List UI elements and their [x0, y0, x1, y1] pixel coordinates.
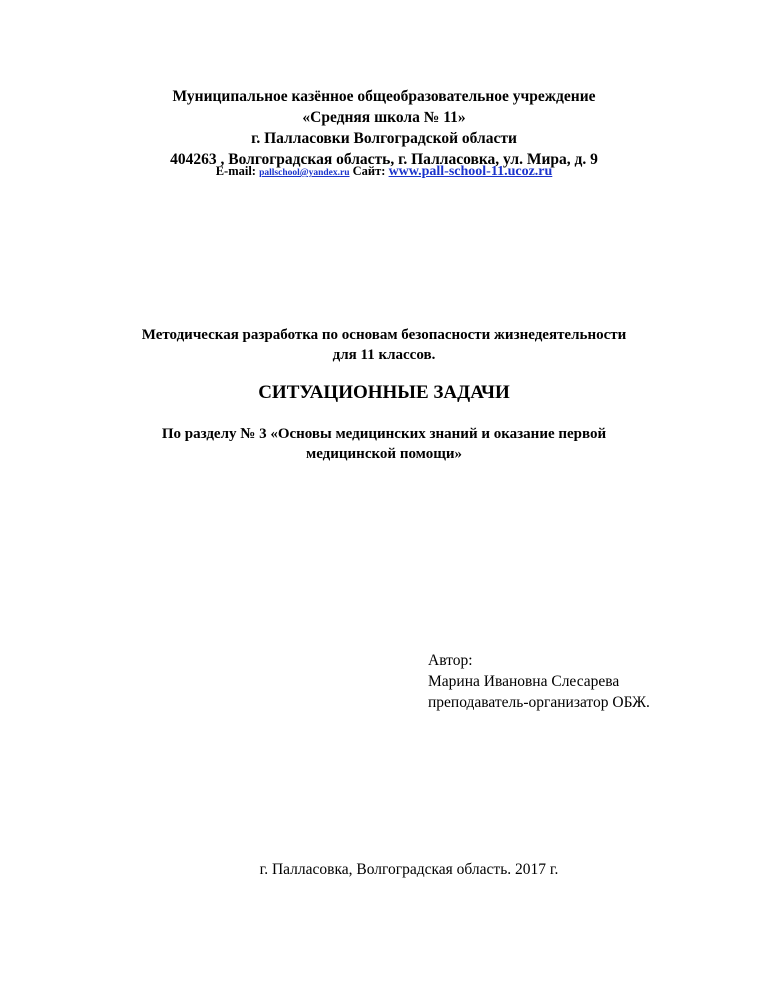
author-label: Автор: — [428, 652, 473, 669]
document-title: СИТУАЦИОННЫЕ ЗАДАЧИ — [258, 382, 510, 403]
section-line-1: По разделу № 3 «Основы медицинских знаний и оказание первой — [161, 426, 607, 442]
site-label: Сайт: — [349, 164, 389, 178]
site-link[interactable]: www.pall-school-11.ucoz.ru — [388, 164, 553, 179]
author-position: преподаватель-организатор ОБЖ. — [428, 694, 650, 711]
school-name: «Средняя школа № 11» — [302, 109, 466, 126]
email-link[interactable]: pallschool@yandex.ru — [259, 168, 350, 178]
school-address: 404263 , Волгоградская область, г. Палласовка, ул. Мира, д. 9 — [170, 151, 598, 168]
email-label: E-mail: — [215, 164, 260, 178]
section-line-2: медицинской помощи» — [305, 446, 462, 462]
author-name: Марина Ивановна Слесарева — [428, 673, 620, 690]
place-and-year: г. Палласовка, Волгоградская область. 2017 г. — [259, 861, 559, 878]
method-line-2: для 11 классов. — [332, 347, 436, 363]
section-heading — [0, 424, 768, 464]
school-city: г. Палласовки Волгоградской области — [251, 130, 517, 147]
author-block — [428, 650, 650, 713]
method-line-1: Методическая разработка по основам безопасности жизнедеятельности — [141, 327, 627, 343]
institution-header — [0, 86, 768, 170]
institution-name: Муниципальное казённое общеобразовательное учреждение — [172, 88, 596, 105]
contacts-line — [0, 162, 768, 182]
method-description — [0, 325, 768, 365]
